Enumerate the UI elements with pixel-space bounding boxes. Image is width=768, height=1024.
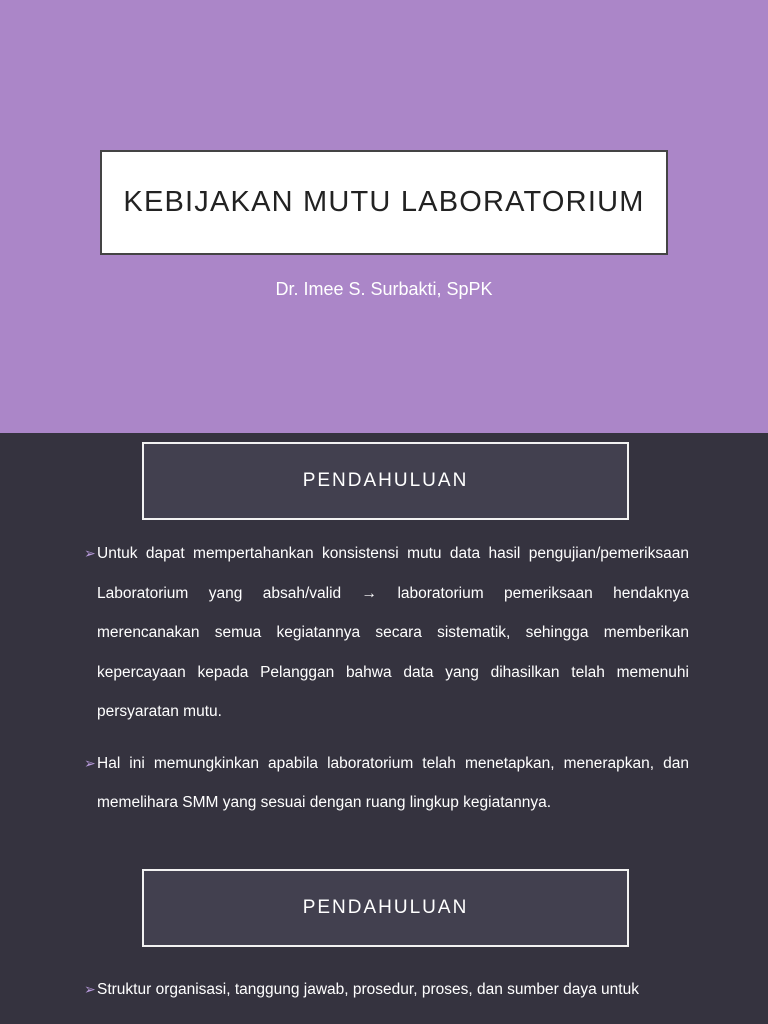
title-slide xyxy=(0,0,768,433)
arrow-bullet-icon: ➢ xyxy=(84,981,96,997)
list-item xyxy=(84,970,689,1010)
section-heading-box xyxy=(142,869,629,947)
content-slide-pendahuluan-1 xyxy=(0,433,768,860)
bullet-text: Hal ini memungkinkan apabila laboratorium telah menetapkan, menerapkan, dan memelihara SMM yang sesuai dengan ruang lingkup kegiatannya. xyxy=(97,754,689,811)
slide-title: KEBIJAKAN MUTU LABORATORIUM xyxy=(123,186,645,218)
arrow-bullet-icon: ➢ xyxy=(84,545,96,561)
arrow-bullet-icon: ➢ xyxy=(84,754,96,771)
title-box xyxy=(100,150,668,255)
content-slide-pendahuluan-2 xyxy=(0,860,768,1024)
section-heading-box xyxy=(142,442,629,520)
bullet-list xyxy=(84,534,689,835)
section-heading: PENDAHULUAN xyxy=(302,470,469,491)
bullet-text: Struktur organisasi, tanggung jawab, prosedur, proses, dan sumber daya untuk xyxy=(97,981,639,998)
bullet-list xyxy=(84,970,689,1022)
list-item xyxy=(84,534,689,732)
list-item xyxy=(84,744,689,823)
section-heading: PENDAHULUAN xyxy=(302,897,469,918)
bullet-text: Untuk dapat mempertahankan konsistensi mutu data hasil pengujian/pemeriksaan Laboratorium yang absah/valid → laboratorium pemeriksaan hendaknya merencanakan semua kegiatannya secara sistematik, sehingga memberikan kepercayaan kepada Pelanggan bahwa data yang dihasilkan telah memenuhi persyaratan mutu. xyxy=(97,545,689,720)
author-subtitle: Dr. Imee S. Surbakti, SpPK xyxy=(275,279,493,299)
